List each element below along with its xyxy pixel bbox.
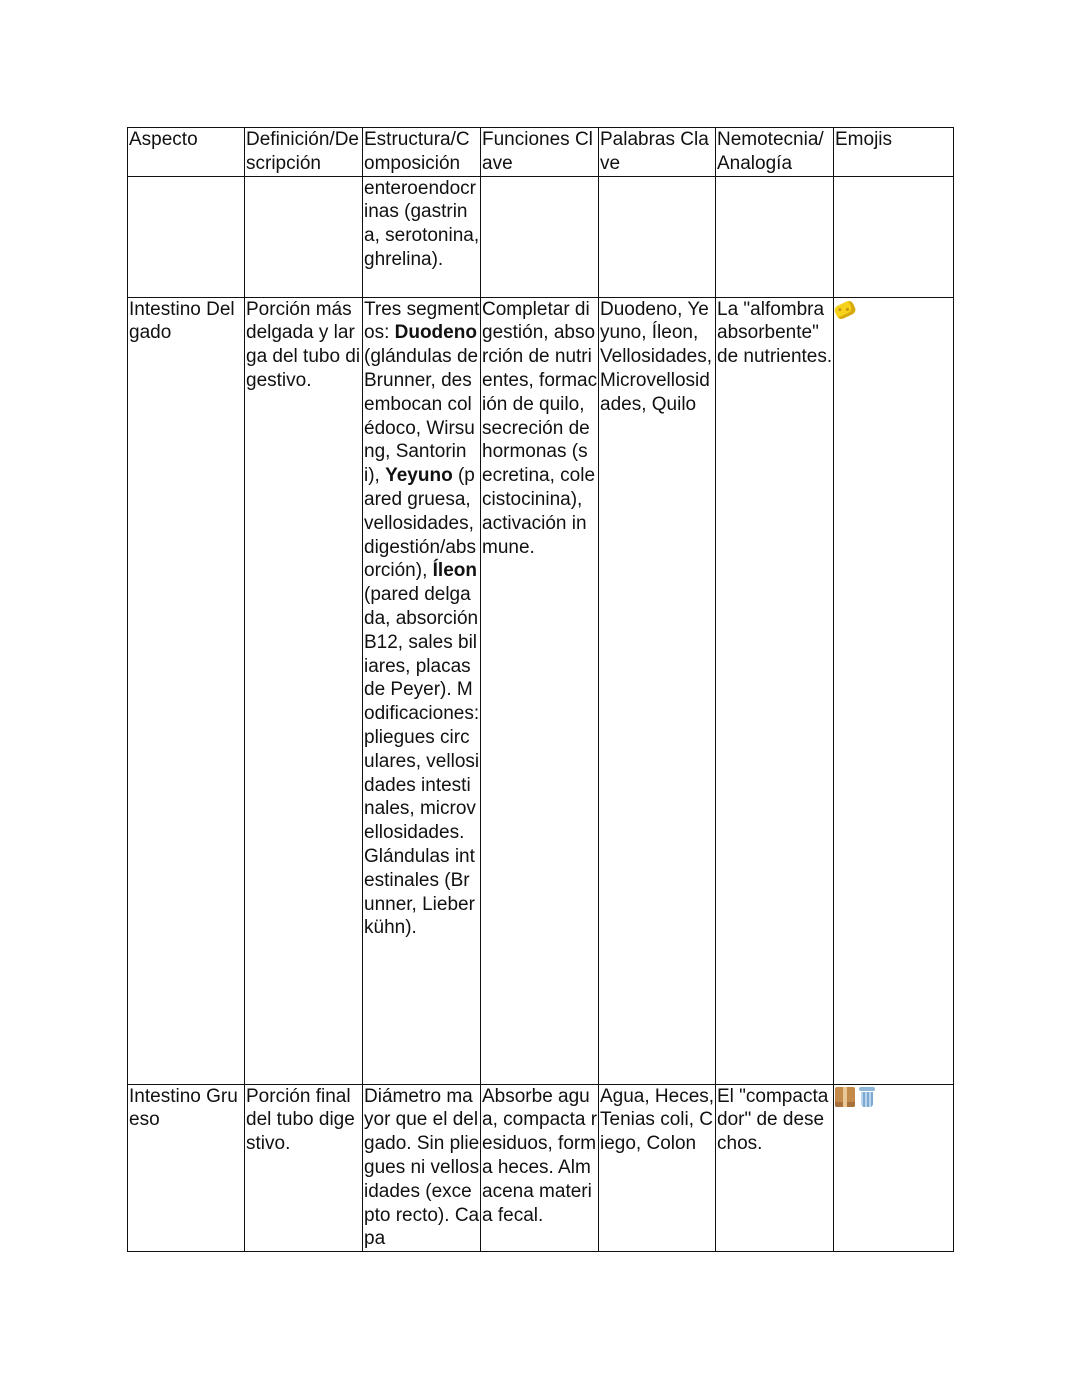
cell-keywords [599,176,716,297]
sponge-icon [834,299,858,320]
segment-duodeno-desc: (glándulas de Brunner, desembocan colédoco, Wirsung, Santorini), [364,346,479,487]
header-row [128,128,954,177]
segment-yeyuno-desc: (pared gruesa, vellosidades, digestión/absorción), [364,465,476,582]
cell-functions: Completar digestión, absorción de nutrientes, formación de quilo, secreción de hormonas (secretina, colecistocinina), activación inmune. [481,297,599,1084]
segment-ileon: Íleon [432,560,477,582]
cell-aspect [128,176,245,297]
cell-emojis [834,176,954,297]
cell-definition [245,176,363,297]
header-aspecto: Aspecto [128,128,245,177]
table-row-intestino-grueso [128,1084,954,1252]
cell-definition: Porción más delgada y larga del tubo digestivo. [245,297,363,1084]
cell-emojis [834,1084,954,1252]
cell-functions [481,176,599,297]
cell-structure: enteroendocrinas (gastrina, serotonina, ghrelina). [363,176,481,297]
digestive-system-table [127,127,954,1252]
header-emojis: Emojis [834,128,954,177]
header-definicion: Definición/Descripción [245,128,363,177]
segment-yeyuno: Yeyuno [385,465,453,487]
cell-functions: Absorbe agua, compacta residuos, forma heces. Almacena materia fecal. [481,1084,599,1252]
header-estructura: Estructura/Composición [363,128,481,177]
header-nemotecnia: Nemotecnia/ Analogía [716,128,834,177]
structure-intro: Tres segmentos: [364,298,480,344]
segment-ileon-desc: (pared delgada, absorción B12, sales biliares, placas de Peyer). Modificaciones: pliegues circulares, vellosidades intestinales, microvellosidades. Glándulas intestinales (Brunner, Lieberkühn). [364,584,480,939]
cell-structure: Diámetro mayor que el delgado. Sin pliegues ni vellosidades (excepto recto). Capa [363,1084,481,1252]
cell-emojis [834,297,954,1084]
segment-duodeno: Duodeno [394,322,477,344]
cell-aspect: Intestino Grueso [128,1084,245,1252]
cell-mnemonic [716,176,834,297]
wastebasket-icon [858,1087,876,1107]
cell-keywords: Duodeno, Yeyuno, Íleon, Vellosidades, Microvellosidades, Quilo [599,297,716,1084]
header-palabras: Palabras Clave [599,128,716,177]
cell-structure [363,297,481,1084]
cell-definition: Porción final del tubo digestivo. [245,1084,363,1252]
table-row-continuation [128,176,954,297]
package-icon [835,1087,855,1107]
cell-mnemonic: La "alfombra absorbente" de nutrientes. [716,297,834,1084]
table-row-intestino-delgado [128,297,954,1084]
cell-mnemonic: El "compactador" de desechos. [716,1084,834,1252]
cell-keywords: Agua, Heces, Tenias coli, Ciego, Colon [599,1084,716,1252]
cell-aspect: Intestino Delgado [128,297,245,1084]
header-funciones: Funciones Clave [481,128,599,177]
